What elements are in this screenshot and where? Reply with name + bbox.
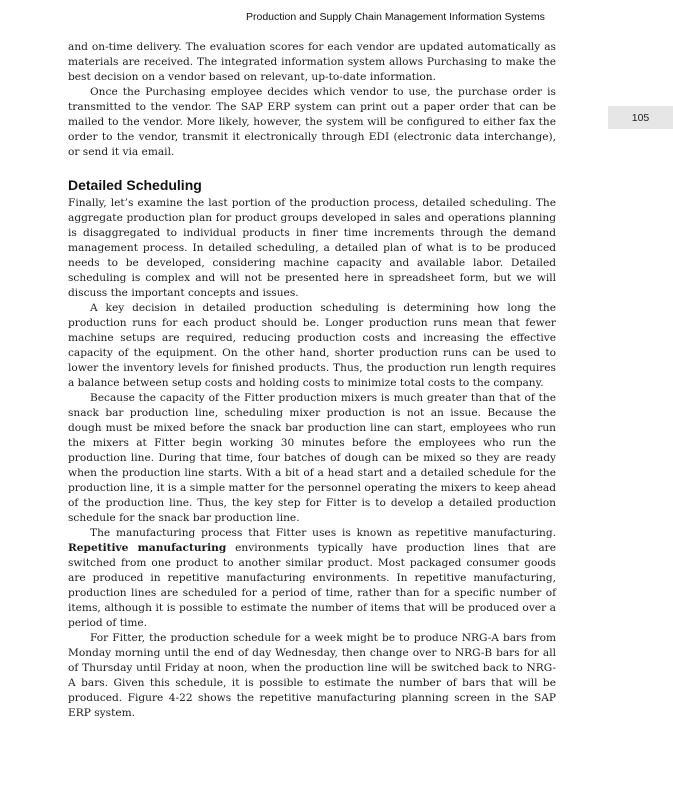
section-heading: Detailed Scheduling [68,177,202,193]
body-text [68,40,556,721]
paragraph: Once the Purchasing employee decides which vendor to use, the purchase order is transmitted to the vendor. The SAP ERP system can print out a paper order that can be mailed to the vendor. More likely, however, the system will be configured to either fax the order to the vendor, transmit it electronically through EDI (electronic data interchange), or send it via email. [68,86,556,158]
page-number-tab [608,106,673,129]
key-term: Repetitive manufacturing [68,542,227,554]
paragraph: For Fitter, the production schedule for a week might be to produce NRG-A bars from Monday morning until the end of day Wednesday, then change over to NRG-B bars for all of Thursday until Friday at noon, when the production line will be switched back to NRG-A bars. Given this schedule, it is possible to estimate the number of bars that will be produced. Figure 4-22 shows the repetitive manufacturing planning screen in the SAP ERP system. [68,632,556,719]
paragraph-intro: The manufacturing process that Fitter uses is known as repetitive manufacturing. [90,527,556,539]
page-number: 105 [631,111,650,124]
paragraph: Finally, let’s examine the last portion of the production process, detailed scheduling. The aggregate production plan for product groups developed in sales and operations planning is disaggregated to individual products in finer time increments through the demand management process. In detailed scheduling, a detailed plan of what is to be produced needs to be developed, considering machine capacity and available labor. Detailed scheduling is complex and will not be presented here in spreadsheet form, but we will discuss the important concepts and issues. [68,197,556,299]
running-header: Production and Supply Chain Management Information Systems [246,11,545,23]
paragraph: A key decision in detailed production scheduling is determining how long the production runs for each product should be. Longer production runs mean that fewer machine setups are required, reducing production costs and increasing the effective capacity of the equipment. On the other hand, shorter production runs can be used to lower the inventory levels for finished products. Thus, the production run length requires a balance between setup costs and holding costs to minimize total costs to the company. [68,302,556,389]
paragraph: and on-time delivery. The evaluation scores for each vendor are updated automatically as materials are received. The integrated information system allows Purchasing to make the best decision on a vendor based on relevant, up-to-date information. [68,41,556,83]
paragraph: Because the capacity of the Fitter production mixers is much greater than that of the snack bar production line, scheduling mixer production is not an issue. Because the dough must be mixed before the snack bar production line can start, employees who run the mixers at Fitter begin working 30 minutes before the employees who run the production line. During that time, four batches of dough can be mixed so they are ready when the production line starts. With a bit of a head start and a detailed schedule for the production line, it is a simple matter for the personnel operating the mixers to keep ahead of the production line. Thus, the key step for Fitter is to develop a detailed production schedule for the snack bar production line. [68,392,556,524]
paragraph [68,526,556,631]
paragraph-continuation: environments typically have production lines that are switched from one product to another similar product. Most packaged consumer goods are produced in repetitive manufacturing environments. In repetitive manufacturing, production lines are scheduled for a period of time, rather than for a specific number of items, although it is possible to estimate the number of items that will be produced over a period of time. [68,542,556,629]
